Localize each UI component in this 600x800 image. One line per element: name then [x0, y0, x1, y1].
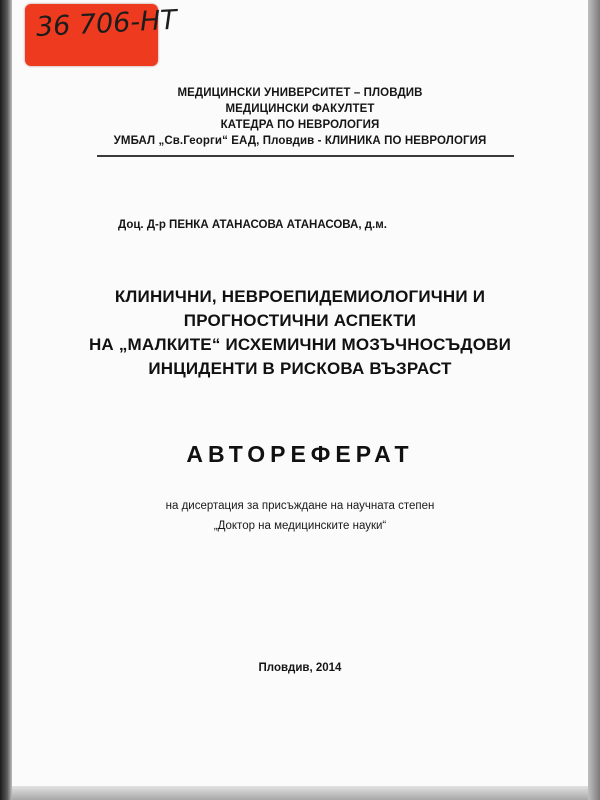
scan-bottom-edge [12, 786, 588, 800]
title-line-3: НА „МАЛКИТЕ“ ИСХЕМИЧНИ МОЗЪЧНОСЪДОВИ [88, 335, 512, 354]
faculty-name: МЕДИЦИНСКИ ФАКУЛТЕТ [225, 103, 375, 115]
author-name: Доц. Д-р ПЕНКА АТАНАСОВА АТАНАСОВА, д.м. [118, 219, 387, 231]
place-and-year: Пловдив, 2014 [258, 662, 342, 674]
university-name: МЕДИЦИНСКИ УНИВЕРСИТЕТ – ПЛОВДИВ [177, 87, 423, 99]
subtitle-line-2: „Доктор на медицинските науки“ [213, 520, 387, 532]
header-divider [97, 155, 514, 157]
hospital-clinic-name: УМБАЛ „Св.Георги“ ЕАД, Пловдив - КЛИНИКА ПО НЕВРОЛОГИЯ [113, 135, 487, 147]
department-name: КАТЕДРА ПО НЕВРОЛОГИЯ [220, 119, 380, 131]
subtitle-line-1: на дисертация за присъждане на научната степен [165, 500, 435, 512]
document-type-heading: АВТОРЕФЕРАТ [186, 441, 414, 467]
title-line-2: ПРОГНОСТИЧНИ АСПЕКТИ [183, 311, 417, 330]
title-line-1: КЛИНИЧНИ, НЕВРОЕПИДЕМИОЛОГИЧНИ И [114, 287, 486, 306]
title-line-4: ИНЦИДЕНТИ В РИСКОВА ВЪЗРАСТ [148, 359, 452, 378]
inventory-number: 36 706-НТ [35, 4, 178, 43]
